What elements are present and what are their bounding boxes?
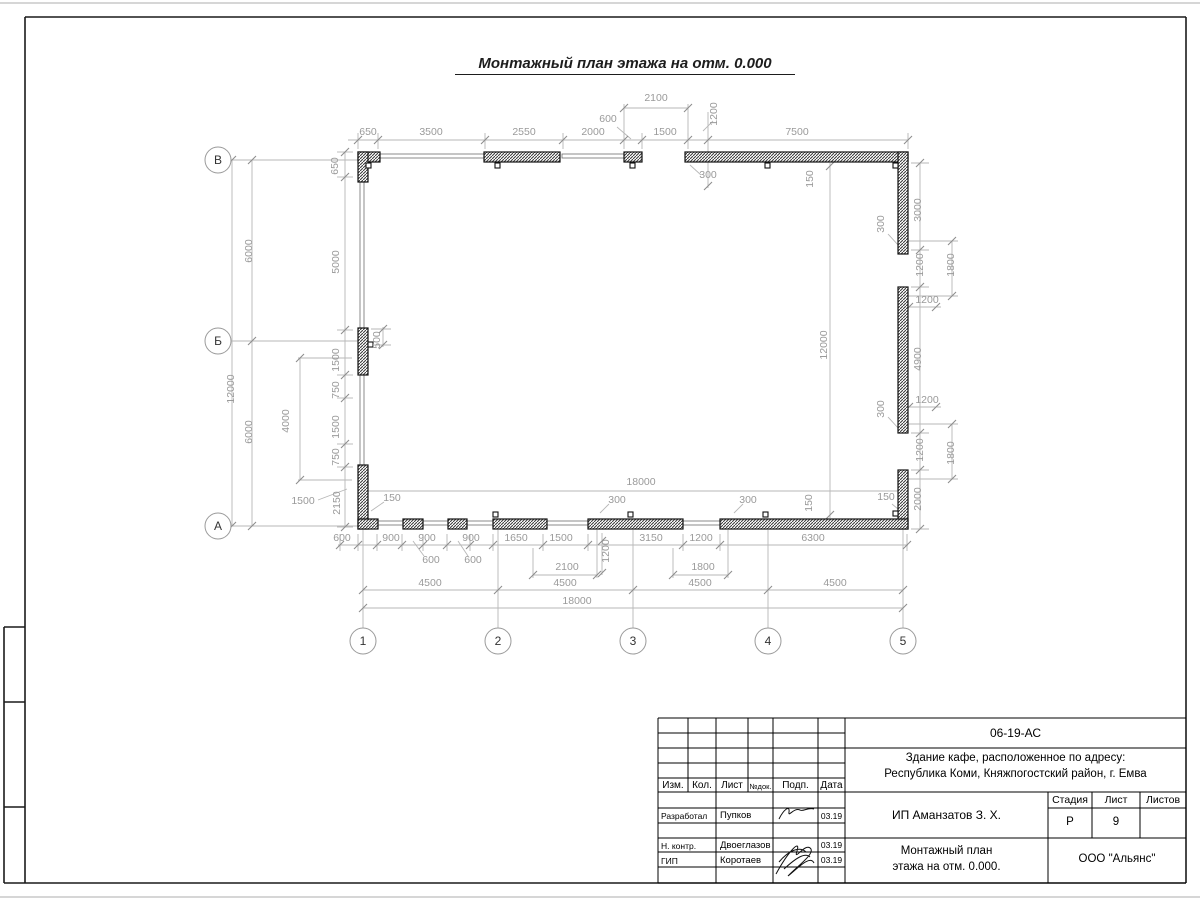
dimension-label: 150 [804,170,816,188]
dimension-label: 650 [359,126,377,138]
dimension-label: 18000 [626,476,656,488]
axis-label: 2 [494,634,502,648]
dimension-label: 4500 [553,577,577,589]
row-role: Н. контр. [661,841,697,851]
window-glazing [380,154,484,158]
dimension-label: 1800 [945,253,957,277]
dimension-label: 2100 [555,561,579,573]
dimension-line [888,417,899,429]
dimension-label: 1500 [549,532,573,544]
titleblock-doc-code: 06-19-АС [989,726,1042,740]
dimension-label: 1200 [689,532,713,544]
dimension-label: 900 [382,532,400,544]
window-glazing [547,521,588,525]
window-glazing [683,521,720,525]
dimension-label: 2150 [331,491,343,515]
dimension-label: 3150 [639,532,663,544]
wall-segment [358,519,378,529]
row-name: Коротаев [720,855,762,866]
sheet-label: Лист [1104,794,1128,806]
dimension-label: 300 [608,494,626,506]
axis-label: В [213,153,223,167]
dimension-label: 2000 [912,487,924,511]
dimension-label: 750 [330,381,342,399]
row-name: Двоеглазов [720,840,771,851]
titleblock-client: ИП Аманзатов З. Х. [891,808,1002,822]
wall-segment [448,519,467,529]
wall-segment [403,519,423,529]
col-kol: Кол. [692,780,712,791]
titleblock-object-line1: Здание кафе, расположенное по адресу: [905,752,1126,764]
dimension-label: 600 [333,532,351,544]
dimension-label: 4500 [418,577,442,589]
dimension-label: 5000 [330,250,342,274]
wall-segment [898,287,908,433]
axis-label: 3 [629,634,637,648]
dimension-label: 1200 [915,294,939,306]
axis-label: Б [214,334,222,348]
dimension-label: 600 [464,554,482,566]
wall-segment [624,152,642,162]
sheet-number: 9 [1112,816,1120,828]
dimension-label: 2000 [581,126,605,138]
row-date: 03.19 [820,840,843,850]
dimension-label: 750 [330,448,342,466]
dimension-label: 2100 [644,92,668,104]
wall-segment [493,519,547,529]
mount-marker [493,512,498,517]
stage-value: Р [1066,816,1074,828]
titleblock-object-line2: Республика Коми, Княжпогостский район, г. Емва [884,768,1147,780]
col-izm: Изм. [662,780,684,791]
dimension-label: 18000 [562,595,592,607]
drawing-name-line2: этажа на отм. 0.000. [892,861,1001,873]
axis-label: 4 [764,634,772,648]
dimension-label: 1200 [915,394,939,406]
dimension-label: 900 [418,532,436,544]
stage-label: Стадия [1052,794,1088,806]
dimension-label: 1500 [291,495,315,507]
row-role: ГИП [661,856,678,866]
mount-marker [893,163,898,168]
signature [776,846,814,876]
dimension-label: 1650 [504,532,528,544]
dimension-label: 150 [877,491,895,503]
window-glazing [360,182,364,328]
dimension-label: 300 [875,400,887,418]
dimension-label: 7500 [785,126,809,138]
dimension-label: 3000 [912,198,924,222]
dimension-label: 1500 [330,415,342,439]
dimension-label: 150 [383,492,401,504]
dimension-label: 600 [422,554,440,566]
dimension-label: 6300 [801,532,825,544]
axis-label: А [213,519,223,533]
dimension-label: 1800 [691,561,715,573]
dimension-label: 500 [371,331,383,349]
wall-segment [484,152,560,162]
axis-label: 1 [359,634,367,648]
drawing-title: Монтажный план этажа на отм. 0.000 [455,55,795,75]
mount-marker [763,512,768,517]
dimension-line [371,502,384,511]
mount-marker [765,163,770,168]
dimension-label: 300 [699,169,717,181]
dimension-label: 1200 [708,102,720,126]
row-date: 03.19 [820,855,843,865]
dimension-label: 2550 [512,126,536,138]
dimension-label: 1200 [914,438,926,462]
mount-marker [366,163,371,168]
dimension-label: 12000 [225,374,237,404]
axis-label: 5 [899,634,907,648]
window-glazing [423,521,448,525]
row-name: Пупков [720,810,752,821]
window-glazing [378,521,403,525]
dimension-label: 650 [329,157,341,175]
dimension-label: 6000 [243,239,255,263]
dimension-label: 12000 [818,330,830,360]
dimension-label: 3500 [419,126,443,138]
dimension-label: 1200 [600,539,612,563]
col-data: Дата [820,780,843,791]
drawing-name-line1: Монтажный план [900,845,993,857]
dimension-label: 900 [462,532,480,544]
wall-segment [358,328,368,375]
mount-marker [628,512,633,517]
dimension-label: 6000 [243,420,255,444]
dimension-label: 1500 [330,348,342,372]
dimension-label: 1200 [914,253,926,277]
dimension-line [888,234,899,246]
row-role: Разработал [661,811,708,821]
row-date: 03.19 [820,811,843,821]
sheets-label: Листов [1145,794,1181,806]
dimension-label: 1500 [653,126,677,138]
dimension-label: 300 [739,494,757,506]
dimension-label: 4900 [912,347,924,371]
window-glazing [360,375,364,465]
dimension-label: 600 [599,113,617,125]
col-list: Лист [721,780,743,791]
wall-segment [588,519,683,529]
col-podp: Подп. [782,780,809,791]
dimension-label: 1800 [945,441,957,465]
wall-segment [685,152,908,162]
window-glazing [467,521,493,525]
signature [779,808,814,819]
wall-segment [898,152,908,254]
dimension-label: 300 [875,215,887,233]
dimension-label: 150 [803,494,815,512]
mount-marker [893,511,898,516]
dimension-label: 4500 [688,577,712,589]
mount-marker [495,163,500,168]
company-name: ООО "Альянс" [1078,853,1156,865]
dimension-label: 4500 [823,577,847,589]
col-ndok: №док. [749,782,772,791]
wall-segment [720,519,908,529]
mount-marker [630,163,635,168]
dimension-label: 4000 [280,409,292,433]
window-glazing [562,154,624,158]
